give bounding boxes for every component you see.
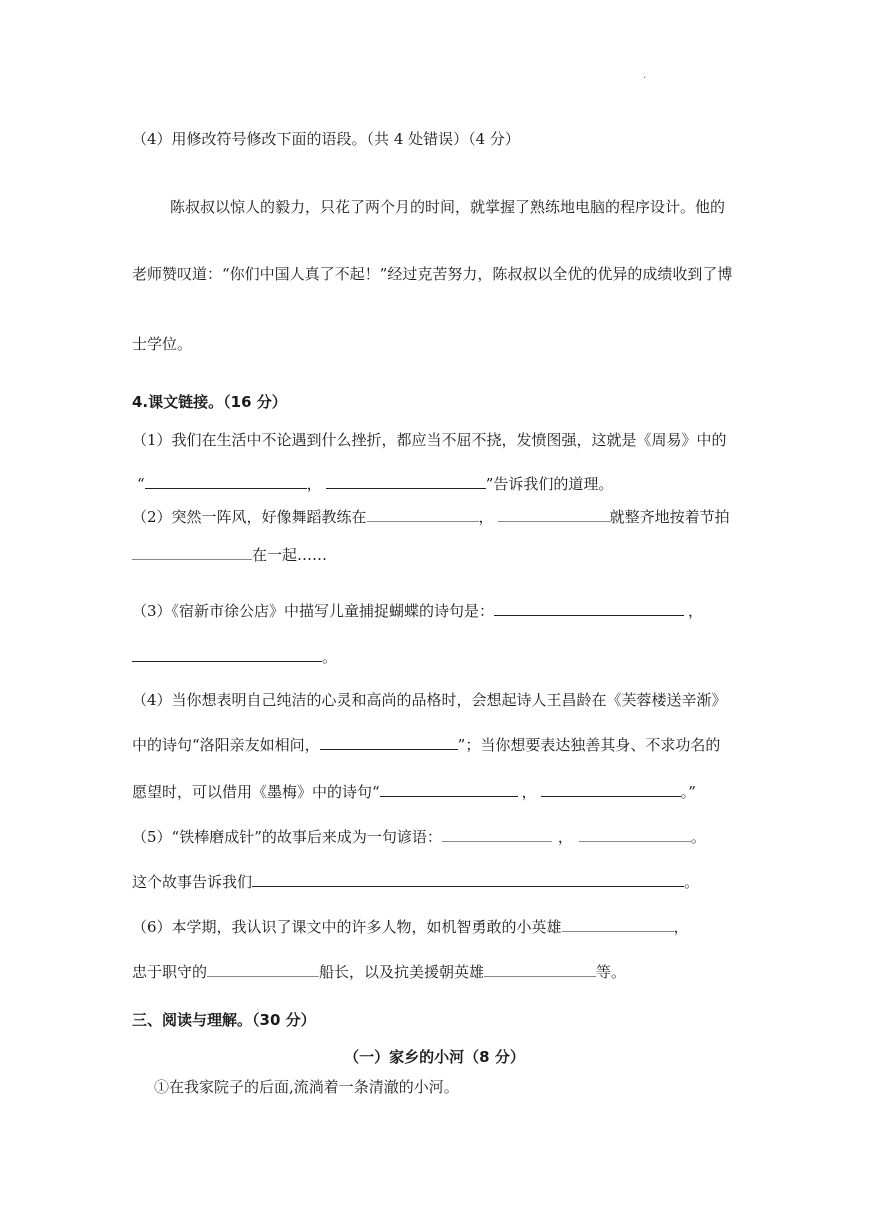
answer-blank-q5-a[interactable] <box>442 827 552 842</box>
q4-line-1: （4）当你想表明自己纯洁的心灵和高尚的品格时，会想起诗人王昌龄在《芙蓉楼送辛渐》 <box>132 691 727 709</box>
header-dot: . <box>643 70 647 81</box>
answer-blank-q2-c[interactable] <box>132 545 252 560</box>
q2-line-1 <box>132 507 730 527</box>
paragraph-line-3: 士学位。 <box>132 335 193 353</box>
q3-4-prompt: （4）用修改符号修改下面的语段。（共 4 处错误）（4 分） <box>132 130 520 148</box>
q3-line-1 <box>132 601 703 621</box>
period: 。 <box>684 873 700 891</box>
q4-line-3 <box>132 782 696 802</box>
period: 。 <box>322 648 338 666</box>
q6-line-1 <box>132 917 689 937</box>
reading-title: （一）家乡的小河（8 分） <box>344 1048 525 1066</box>
section-3-title: 三、阅读与理解。（30 分） <box>132 1011 316 1029</box>
answer-blank-q6-b[interactable] <box>207 962 319 977</box>
q4-text-b: ”；当你想要表达独善其身、不求功名的 <box>457 736 721 754</box>
comma: ， <box>306 475 322 493</box>
q3-text: （3）《宿新市徐公店》中描写儿童捕捉蝴蝶的诗句是： <box>132 602 495 620</box>
period: 。 <box>690 828 706 846</box>
q6-text-c: 船长，以及抗美援朝英雄 <box>319 963 485 981</box>
answer-blank-q5-b[interactable] <box>579 827 691 842</box>
q3-line-2 <box>132 647 337 667</box>
q2-text-b: 就整齐地按着节拍 <box>609 508 730 526</box>
q6-text-a: （6）本学期，我认识了课文中的许多人物，如机智勇敢的小英雄 <box>132 918 562 936</box>
q6-line-2 <box>132 962 626 982</box>
answer-blank-q1-b[interactable] <box>326 474 486 489</box>
q2-line-2 <box>132 545 327 565</box>
answer-blank-q5-c[interactable] <box>252 872 684 887</box>
q6-text-b: 忠于职守的 <box>132 963 208 981</box>
q5-line-1 <box>132 827 706 847</box>
section-4-title: 4.课文链接。（16 分） <box>132 393 287 411</box>
q2-text-a: （2）突然一阵风，好像舞蹈教练在 <box>132 508 367 526</box>
comma: ， <box>478 508 494 526</box>
q4-text-a: 中的诗句“洛阳亲友如相问， <box>132 736 320 754</box>
comma: ， <box>688 602 704 620</box>
q4-text-c: 愿望时，可以借用《墨梅》中的诗句“ <box>132 783 380 801</box>
comma: ， <box>673 918 689 936</box>
q6-end: 等。 <box>596 963 627 981</box>
comma: ， <box>521 783 537 801</box>
answer-blank-q4-b[interactable] <box>380 782 518 797</box>
comma: ， <box>557 828 573 846</box>
answer-blank-q4-a[interactable] <box>320 735 458 750</box>
q5-line-2 <box>132 872 699 892</box>
answer-blank-q6-a[interactable] <box>562 917 674 932</box>
answer-blank-q1-a[interactable] <box>145 474 307 489</box>
q5-text-b: 这个故事告诉我们 <box>132 873 253 891</box>
answer-blank-q2-a[interactable] <box>367 507 479 522</box>
answer-blank-q3-a[interactable] <box>494 601 684 616</box>
q1-line-2 <box>137 474 613 494</box>
q2-text-c: 在一起…… <box>252 546 328 564</box>
answer-blank-q4-c[interactable] <box>541 782 681 797</box>
q5-text: （5）“铁棒磨成针”的故事后来成为一句谚语： <box>132 828 442 846</box>
answer-blank-q3-b[interactable] <box>132 647 322 662</box>
q4-line-2 <box>132 735 720 755</box>
answer-blank-q2-b[interactable] <box>498 507 610 522</box>
q4-end: 。” <box>680 783 696 801</box>
q1-line-1: （1）我们在生活中不论遇到什么挫折，都应当不屈不挠，发愤图强，这就是《周易》中的 <box>132 431 727 449</box>
reading-paragraph-1: ①在我家院子的后面,流淌着一条清澈的小河。 <box>154 1078 459 1096</box>
paragraph-line-2: 老师赞叹道：“你们中国人真了不起！”经过克苦努力，陈叔叔以全优的优异的成绩收到了博 <box>132 265 733 283</box>
answer-blank-q6-c[interactable] <box>484 962 596 977</box>
open-quote: “ <box>137 475 145 493</box>
q1-tail: ”告诉我们的道理。 <box>485 475 614 493</box>
paragraph-line-1: 陈叔叔以惊人的毅力，只花了两个月的时间，就掌握了熟练地电脑的程序设计。他的 <box>170 198 726 216</box>
